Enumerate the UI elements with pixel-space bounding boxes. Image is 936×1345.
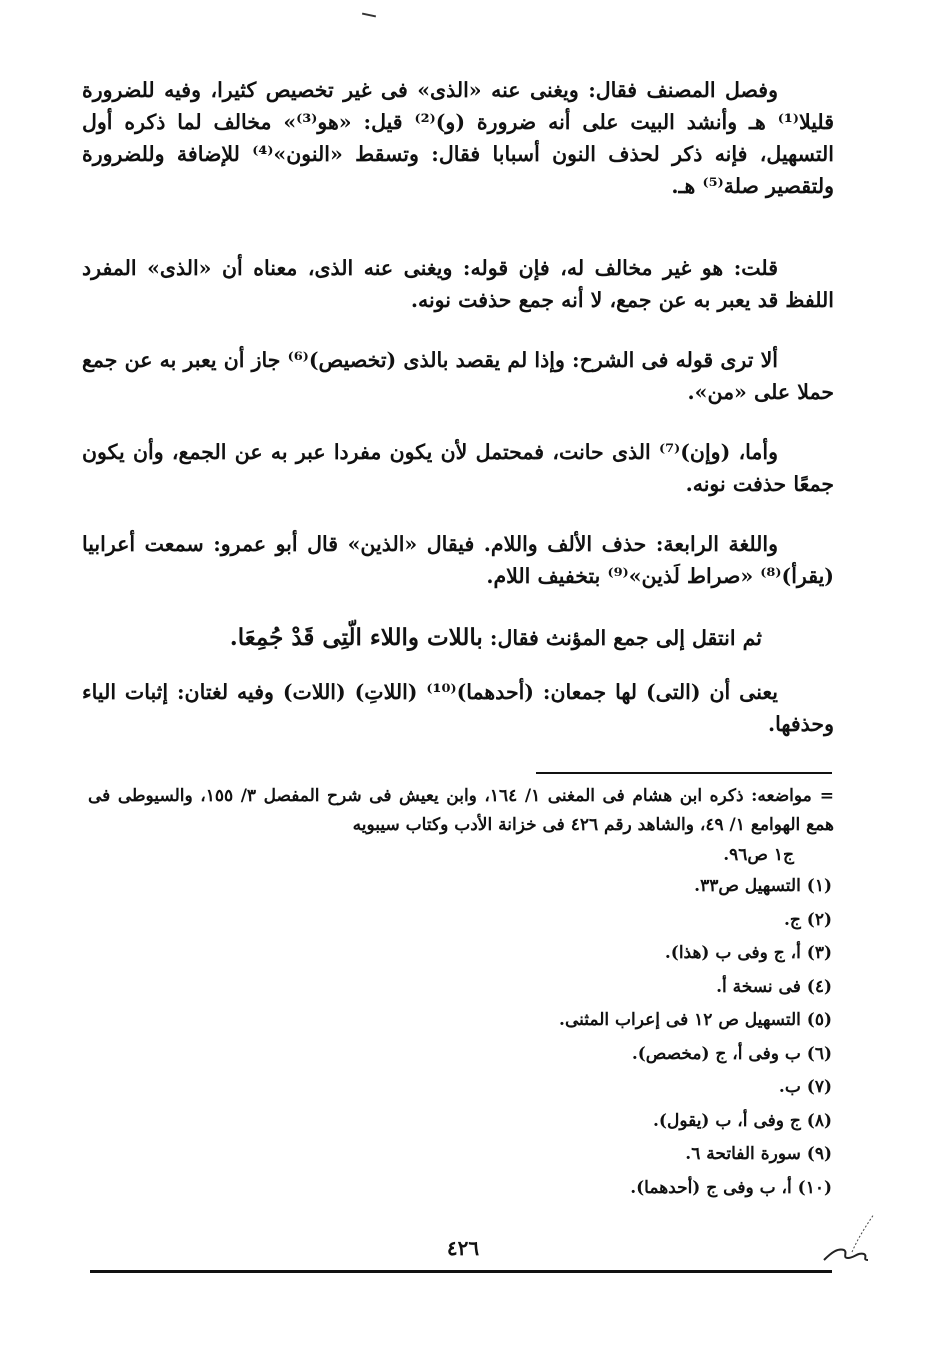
footnote-item: (١) التسهيل ص٣٣. [694,876,832,896]
footnote-item: (٦) ب وفى أ، ج (مخصص). [631,1043,832,1064]
footnote-continuation [88,782,834,840]
footnote-item: (٣) أ، ج وفى ب (هذا). [664,943,832,963]
paragraph-5-text: واللغة الرابعة: حذف الألف واللام. فيقال «الذين» قال أبو عمرو: سمعت أعرابيا (يقرأ)⁽⁸⁾ «صراط لَذين»⁽⁹⁾ بتخفيف اللام. [82,532,834,588]
paragraph-3-text: ألا ترى قوله فى الشرح: وإذا لم يقصد بالذى (تخصيص)⁽⁶⁾ جاز أن يعبر به عن جمع حملا على «من». [82,348,834,404]
footnote-item: (٤) فى نسخة أ. [716,976,832,997]
paragraph-3 [82,344,834,408]
scan-mark [362,13,376,18]
paragraph-1-text: وفصل المصنف فقال: ويغنى عنه «الذى» فى غير تخصيص كثيرا، وفيه للضرورة قليلا⁽¹⁾ هـ وأنشد البيت على أنه ضرورة (و)⁽²⁾ قيل: «هو⁽³⁾» مخالف لما ذكره أول التسهيل، فإنه ذكر لحذف النون أسبابا فقال: وتسقط «النون»⁽⁴⁾ للإضافة وللضرورة ولتقصير صلة⁽⁵⁾ هـ. [82,78,835,198]
footnote-item: (٩) سورة الفاتحة ٦. [685,1144,832,1164]
footnote-item: (٥) التسهيل ص ١٢ فى إعراب المثنى. [559,1010,832,1030]
footnotes [88,782,834,1205]
paragraph-2-text: قلت: هو غير مخالف له، فإن قوله: ويغنى عنه الذى، معناه أن «الذى» المفرد اللفظ قد يعبر به عن جمع، لا أنه جمع حذفت نونه. [82,256,834,312]
footnote-continuation-tail: ج١ ص٩٦. [723,845,794,865]
paragraph-7 [82,676,834,740]
footnote-item: (٧) ب. [778,1077,832,1097]
paragraph-6 [82,622,834,654]
paragraph-7-text: يعنى أن (التى) لها جمعان: (أحدهما)⁽¹⁰⁾ (اللاتِ) (اللات) وفيه لغتان: إثبات الياء وحذفها. [82,680,834,736]
paragraph-1 [82,74,834,202]
paragraph-5 [82,528,834,592]
paragraph-4 [82,436,834,500]
paragraph-6-text: ثم انتقل إلى جمع المؤنث فقال: [489,626,762,650]
paragraph-4-text: وأما، (وإن)⁽⁷⁾ الذى حانت، فمحتمل لأن يكون مفردا عبر به عن الجمع، وأن يكون جمعًا حذفت نونه. [82,440,834,496]
footnote-item: (٨) ج وفى أ، ب (يقول). [653,1110,832,1131]
bottom-rule [90,1270,832,1273]
continuation-mark: = [819,786,834,806]
footnote-continuation-text: مواضعه: ذكره ابن هشام فى المغنى ١/ ١٦٤، وابن يعيش فى شرح المفصل ٣/ ١٥٥، والسيوطى فى همع الهوامع ١/ ٤٩، والشاهد رقم ٤٢٦ فى خزانة الأدب وكتاب سيبويه [88,786,834,835]
page-number: ٤٢٦ [446,1236,480,1260]
verse-line: باللات واللاء الّتِى قَدْ جُمِعَا. [229,624,483,651]
signature-scribble [818,1208,878,1268]
footnote-item: (١٠) أ، ب وفى ج (أحدهما). [630,1177,832,1198]
footnote-item: (٢) ج. [783,909,832,930]
paragraph-2 [82,252,834,316]
footnote-separator [536,772,832,774]
